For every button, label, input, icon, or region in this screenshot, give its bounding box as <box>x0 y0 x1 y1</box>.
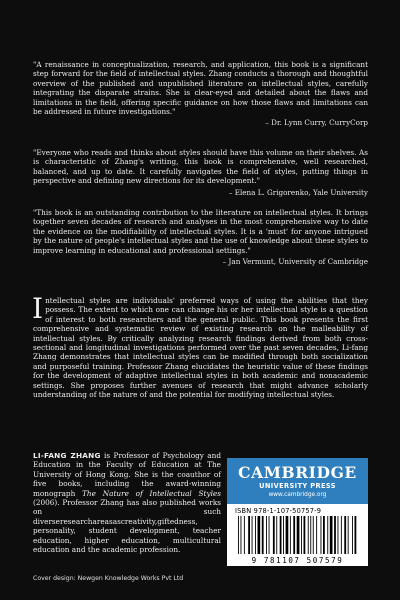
barcode-bar <box>280 516 282 554</box>
barcode-bar <box>308 516 309 554</box>
barcode-bar <box>238 516 239 554</box>
quote-attribution: – Jan Vermunt, University of Cambridge <box>222 257 368 267</box>
barcode-icon <box>236 516 359 556</box>
barcode-bar <box>286 516 289 554</box>
barcode-bar <box>334 516 336 554</box>
review-quote-curry <box>33 60 368 128</box>
barcode-bar <box>352 516 353 554</box>
publisher-logo <box>227 458 368 504</box>
book-description <box>32 292 368 400</box>
barcode-bar <box>293 516 295 554</box>
barcode-bar <box>252 516 253 554</box>
barcode-bar <box>338 516 339 554</box>
quote-text: "Everyone who reads and thinks about styles should have this volume on their shelves. As is characteristic of Zhang's writing, this book is comprehensive, well researched, balanced, and up to date. It carefully navigates the field of styles, putting things in perspective and defining new directions for its development." <box>33 148 368 186</box>
barcode-bar <box>276 516 277 554</box>
quote-attribution: – Elena L. Grigorenko, Yale University <box>228 187 368 197</box>
barcode-bar <box>304 516 306 554</box>
bio-text-1: is Professor of Psychology and Education in the Faculty of Education at The University of Hong Kong. She is the coauthor of five books, including the award-winning monograph <box>33 451 221 498</box>
publisher-subtitle: UNIVERSITY PRESS <box>259 482 336 490</box>
barcode-bar <box>266 516 267 554</box>
barcode-bar <box>283 516 284 554</box>
barcode-bar <box>310 516 311 554</box>
barcode-bar <box>330 516 333 554</box>
barcode-bar <box>344 516 346 554</box>
publisher-name: CAMBRIDGE <box>238 463 357 482</box>
barcode-bar <box>248 516 250 554</box>
barcode-bar <box>321 516 322 554</box>
barcode-bar <box>297 516 300 554</box>
quote-text: "A renaissance in conceptualization, research, and application, this book is a significant step forward for the field of intellectual styles. Zhang conducts a thorough and thoughtful overview of the published and unpublished literature on intellectual styles, carefully integrating the disparate strains. She is clear-eyed and detailed about the flaws and limitations in the field, offering specific guidance on how those flaws and limitations can be addressed in future investigations." <box>33 60 368 117</box>
isbn-label: ISBN 978-1-107-50757-9 <box>235 507 322 515</box>
barcode-bar <box>258 516 261 554</box>
barcode-bar <box>244 516 245 554</box>
barcode-bar <box>269 516 270 554</box>
cover-design-credit: Cover design: Newgen Knowledge Works Pvt Ltd <box>33 575 184 582</box>
review-quote-grigorenko <box>33 148 368 197</box>
barcode-bar <box>341 516 342 554</box>
barcode-bar <box>273 516 275 554</box>
description-text: ntellectual styles are individuals' preferred ways of using the abilities that they possess. The extent to which one can change his or her intellectual style is a question of interest to both researchers and the general public. This book presents the first comprehensive and systematic review of existing research on the malleability of intellectual styles. By critically analyzing research findings derived from both cross-sectional and longitudinal investigations performed over the past seven decades, Li-fang Zhang demonstrates that intellectual styles can be modified through both socialization and purposeful training. Professor Zhang elucidates the heuristic value of these findings for the development of adaptive intellectual styles in both academic and nonacademic settings. She proposes further avenues of research that might advance scholarly understanding of the nature of and the potential for modifying intellectual styles. <box>33 296 368 400</box>
publisher-website: www.cambridge.org <box>268 492 327 498</box>
drop-cap: I <box>32 292 44 325</box>
barcode-bar <box>262 516 264 554</box>
barcode-bar <box>313 516 314 554</box>
barcode-bar <box>316 516 317 554</box>
author-bio <box>33 451 221 554</box>
barcode-bar <box>241 516 242 554</box>
barcode-digits: 9 781107 507579 <box>251 556 344 565</box>
bio-text-2: (2006). Professor Zhang has also published works on such diverseresearchareasascreativity,giftedness, personality, student development, teacher education, higher education, multicultural education and the academic profession. <box>33 498 221 555</box>
barcode-bar <box>348 516 349 554</box>
barcode-bar <box>355 516 357 554</box>
review-quote-vermunt <box>33 208 368 266</box>
quote-attribution: – Dr. Lynn Curry, CurryCorp <box>265 118 368 128</box>
book-title-ref: The Nature of Intellectual Styles <box>82 488 221 498</box>
barcode-bar <box>290 516 291 554</box>
barcode-bar <box>255 516 256 554</box>
quote-text: "This book is an outstanding contribution to the literature on intellectual styles. It brings together seven decades of research and analyses in the most comprehensive way to date the evidence on the modifiability of intellectual styles. It is a 'must' for anyone intrigued by the nature of people's intellectual styles and the use of knowledge about these styles to improve learning in educational and professional settings." <box>33 208 368 255</box>
barcode-bar <box>323 516 325 554</box>
author-name: LI-FANG ZHANG <box>33 451 101 460</box>
barcode-bar <box>301 516 302 554</box>
barcode-bar <box>327 516 328 554</box>
barcode-panel <box>227 504 368 566</box>
